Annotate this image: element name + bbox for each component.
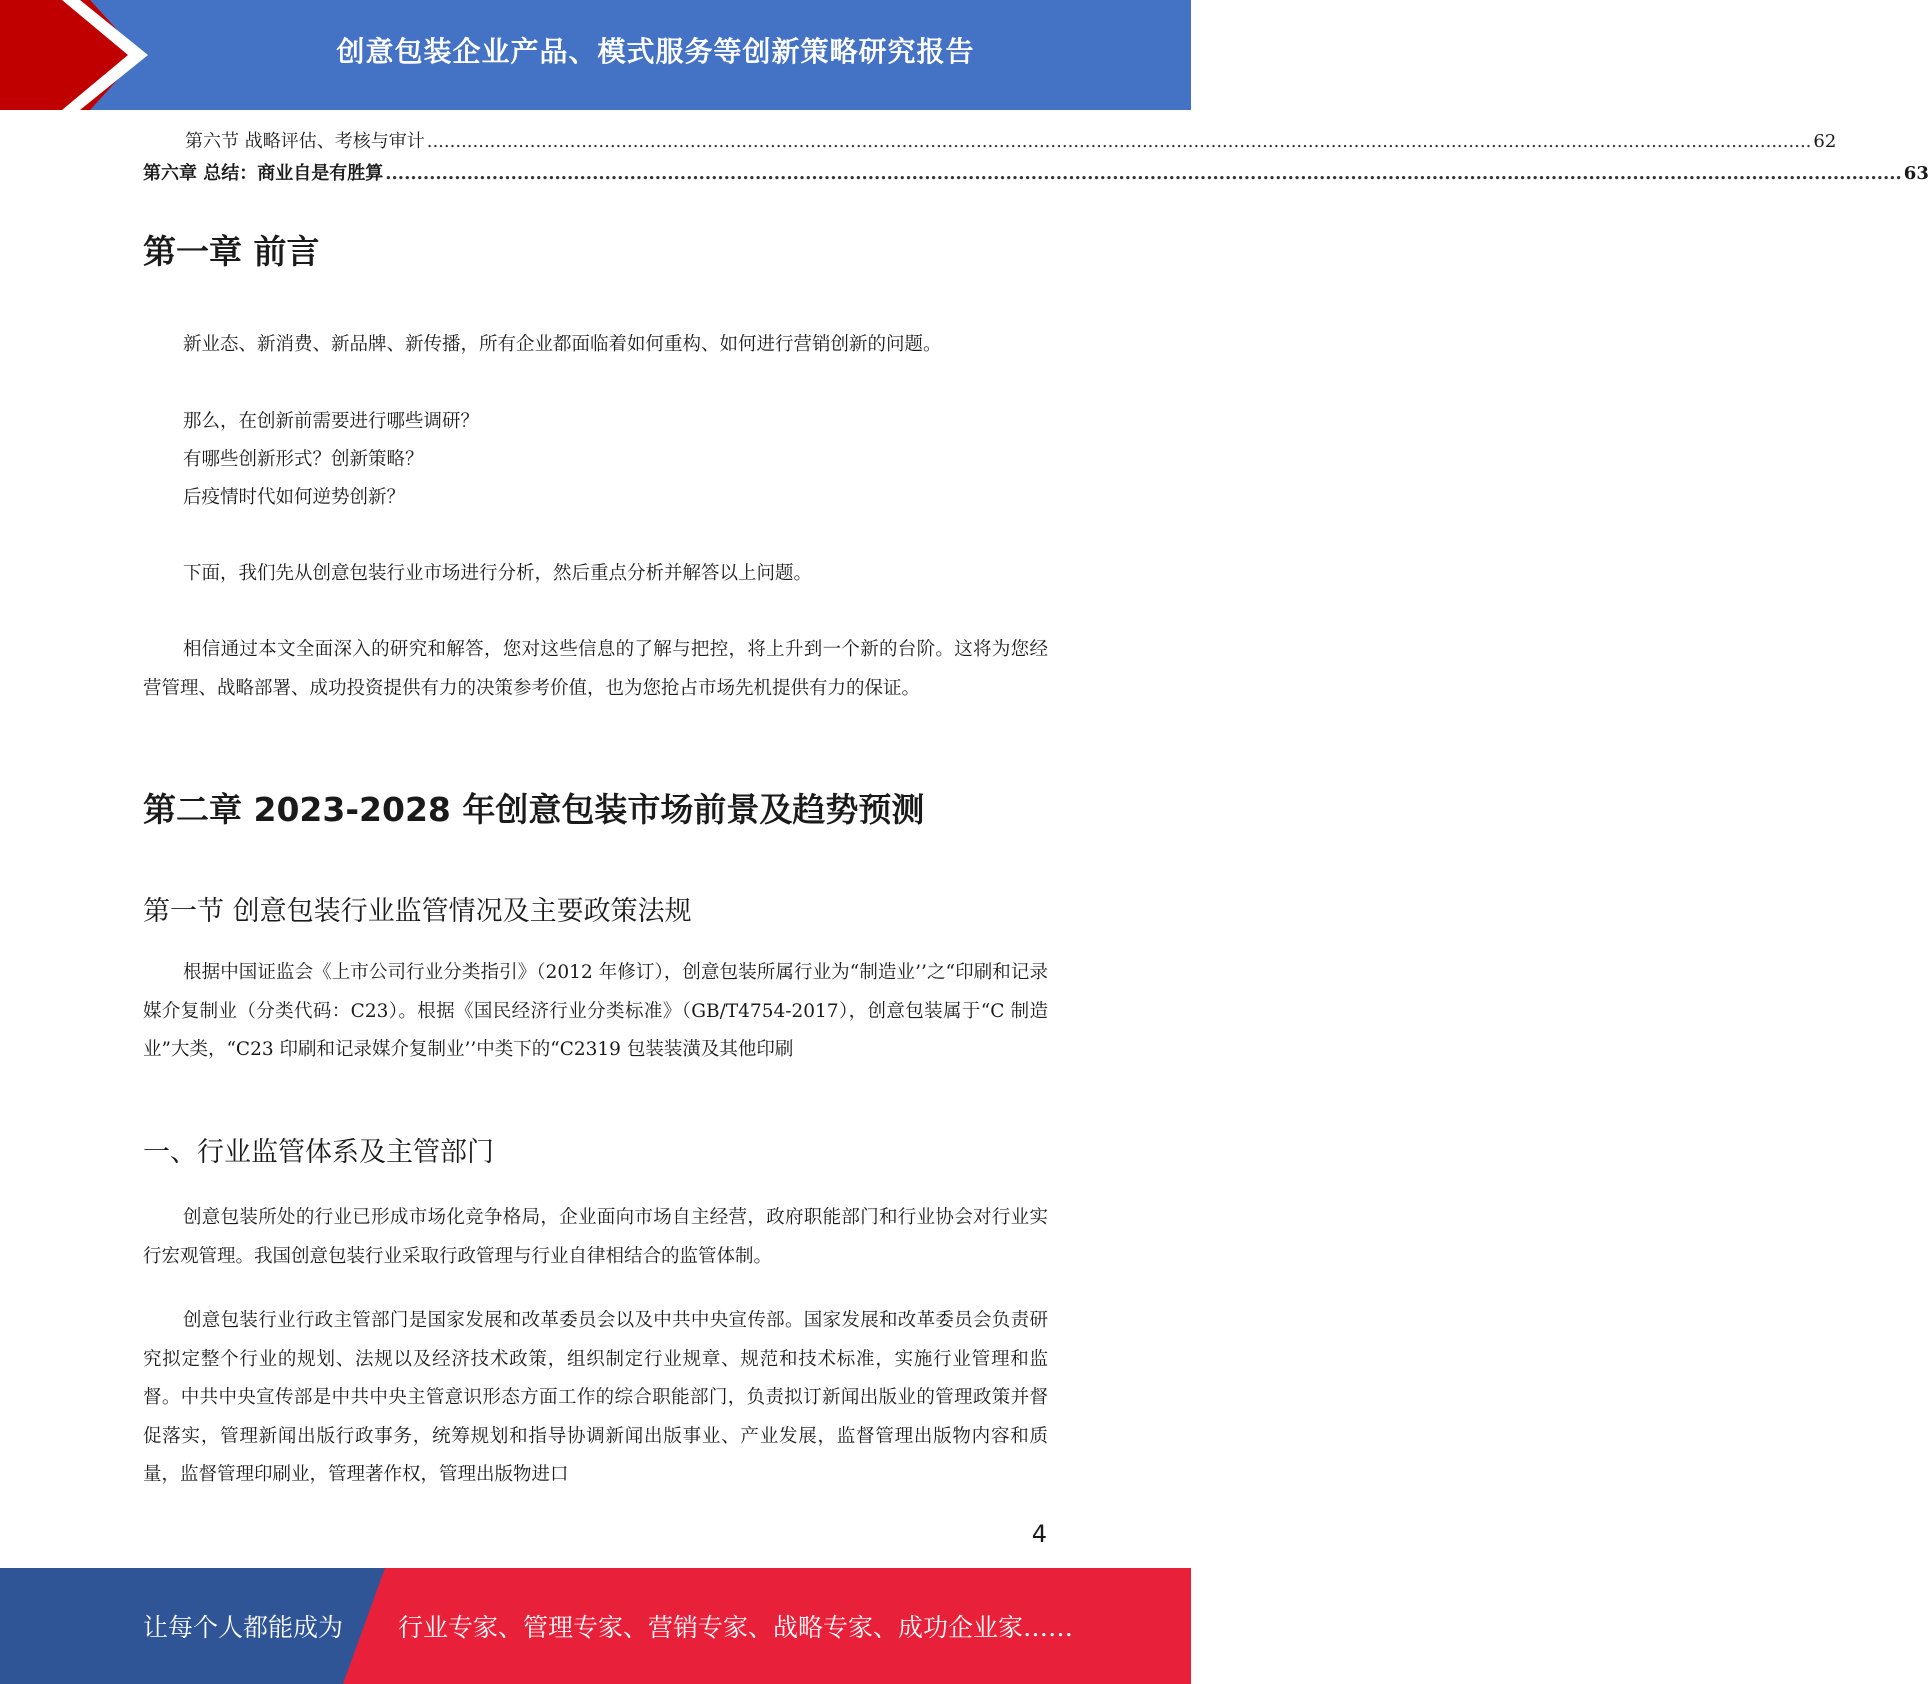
section-1-paragraph: 根据中国证监会《上市公司行业分类指引》（2012 年修订），创意包装所属行业为“制造业’’之“印刷和记录媒介复制业（分类代码：C23）。根据《国民经济行业分类标准》（GB/T4754-2017），创意包装属于“C 制造业”大类，“C23 印刷和记录媒介复制业’’中类下的“C2319 包装装潢及其他印刷: [143, 962, 1048, 1060]
footer-slogan-left: 让每个人都能成为: [143, 1613, 344, 1642]
question-line: 有哪些创新形式？创新策略？: [183, 449, 424, 470]
toc-entry-title: 第六节 战略评估、考核与审计: [185, 131, 425, 152]
chapter-1-paragraph-1: 新业态、新消费、新品牌、新传播，所有企业都面临着如何重构、如何进行营销创新的问题。: [183, 334, 942, 355]
section-1-heading: 第一节 创意包装行业监管情况及主要政策法规: [143, 896, 692, 927]
subsection-1-paragraph-2: 创意包装行业行政主管部门是国家发展和改革委员会以及中共中央宣传部。国家发展和改革委员会负责研究拟定整个行业的规划、法规以及经济技术政策，组织制定行业规章、规范和技术标准，实施行业管理和监督。中共中央宣传部是中共中央主管意识形态方面工作的综合职能部门，负责拟订新闻出版业的管理政策并督促落实，管理新闻出版行政事务，统筹规划和指导协调新闻出版事业、产业发展，监督管理出版物内容和质量，监督管理印刷业，管理著作权，管理出版物进口: [143, 1310, 1048, 1485]
toc-entry-page: 63: [1903, 163, 1929, 184]
header-banner: [0, 0, 1191, 110]
toc-entry-page: 62: [1813, 131, 1837, 152]
subsection-1-heading: 一、行业监管体系及主管部门: [143, 1137, 494, 1168]
footer-banner: [0, 1568, 1191, 1684]
header-arrow-decoration: [0, 0, 160, 110]
subsection-1-paragraph-1: 创意包装所处的行业已形成市场化竞争格局，企业面向市场自主经营，政府职能部门和行业协会对行业实行宏观管理。我国创意包装行业采取行政管理与行业自律相结合的监管体制。: [143, 1207, 1048, 1267]
chapter-1-paragraph-2: 下面，我们先从创意包装行业市场进行分析，然后重点分析并解答以上问题。: [183, 563, 813, 584]
toc-entry-title: 第六章 总结：商业自是有胜算: [143, 163, 384, 184]
page-number: 4: [1031, 1520, 1047, 1548]
toc-leader-dots: ..................................................................................................................................................................................................................................................: [385, 163, 1902, 184]
chapter-1-paragraph-3: 相信通过本文全面深入的研究和解答，您对这些信息的了解与把控，将上升到一个新的台阶。这将为您经营管理、战略部署、成功投资提供有力的决策参考价值，也为您抢占市场先机提供有力的保证。: [143, 639, 1048, 699]
question-line: 后疫情时代如何逆势创新？: [183, 487, 406, 508]
report-title: 创意包装企业产品、模式服务等创新策略研究报告: [336, 35, 975, 68]
question-line: 那么，在创新前需要进行哪些调研？: [183, 411, 480, 432]
chapter-1-heading: 第一章 前言: [143, 232, 320, 271]
toc-entry[interactable]: [185, 130, 1837, 154]
toc-leader-dots: ..................................................................................................................................................................................................................................................: [426, 131, 1812, 152]
toc-entry[interactable]: [143, 162, 1929, 186]
footer-slogan-right: 行业专家、管理专家、营销专家、战略专家、成功企业家……: [398, 1613, 1074, 1642]
chapter-2-heading: 第二章 2023-2028 年创意包装市场前景及趋势预测: [143, 790, 925, 829]
